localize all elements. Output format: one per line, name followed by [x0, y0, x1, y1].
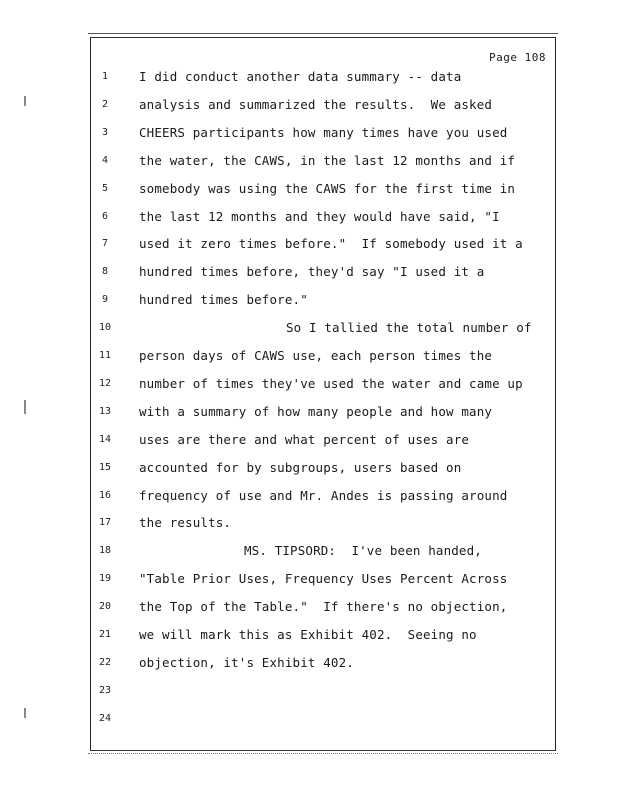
line-number: 4: [101, 154, 109, 166]
line-number: 7: [101, 238, 109, 250]
transcript-line: the Top of the Table." If there's no objection,: [139, 599, 508, 615]
transcript-line: the water, the CAWS, in the last 12 months and if: [139, 152, 516, 168]
margin-mark: [24, 96, 26, 106]
margin-mark: [24, 708, 26, 718]
line-number: 11: [98, 350, 112, 361]
line-number: 22: [98, 656, 112, 668]
margin-mark: [24, 400, 26, 414]
transcript-line: frequency of use and Mr. Andes is passing around: [139, 487, 508, 503]
transcript-line: CHEERS participants how many times have you used: [139, 124, 508, 140]
line-number: 20: [98, 601, 112, 613]
bottom-rule: [88, 753, 558, 754]
line-number: 21: [98, 629, 112, 640]
line-number: 23: [98, 684, 112, 696]
line-number: 6: [101, 210, 109, 222]
line-number: 19: [98, 573, 112, 585]
line-number: 3: [101, 126, 109, 138]
line-number: 15: [98, 461, 112, 473]
page-number: Page 108: [489, 51, 546, 64]
line-number: 12: [98, 377, 112, 389]
transcript-line: So I tallied the total number of: [286, 320, 532, 336]
transcript-page-frame: [90, 37, 556, 751]
transcript-line: MS. TIPSORD: I've been handed,: [244, 543, 482, 559]
transcript-line: person days of CAWS use, each person times the: [139, 348, 493, 363]
line-number: 9: [101, 294, 109, 306]
transcript-line: accounted for by subgroups, users based on: [139, 459, 462, 475]
transcript-line: hundred times before, they'd say "I used it a: [139, 264, 485, 280]
transcript-line: with a summary of how many people and how many: [139, 403, 493, 419]
transcript-line: we will mark this as Exhibit 402. Seeing no: [139, 627, 477, 642]
transcript-line: uses are there and what percent of uses are: [139, 431, 470, 447]
transcript-line: number of times they've used the water and came up: [139, 375, 523, 391]
line-number: 24: [98, 712, 112, 724]
line-number: 5: [101, 182, 109, 194]
line-number: 18: [98, 545, 112, 557]
transcript-line: the last 12 months and they would have said, "I: [139, 208, 500, 224]
line-number: 13: [98, 405, 112, 417]
line-number: 16: [98, 489, 112, 501]
transcript-line: used it zero times before." If somebody used it a: [139, 236, 523, 252]
line-number: 1: [101, 71, 109, 82]
transcript-line: analysis and summarized the results. We asked: [139, 96, 493, 112]
transcript-line: the results.: [139, 515, 232, 531]
line-number: 10: [98, 322, 112, 334]
line-number: 14: [98, 433, 112, 445]
transcript-line: objection, it's Exhibit 402.: [139, 654, 354, 670]
line-number: 17: [98, 517, 112, 529]
transcript-line: somebody was using the CAWS for the first time in: [139, 180, 516, 196]
line-number: 2: [101, 98, 109, 110]
transcript-line: hundred times before.": [139, 292, 308, 308]
transcript-line: I did conduct another data summary -- data: [139, 69, 462, 84]
top-rule: [88, 33, 558, 34]
line-number: 8: [101, 266, 109, 278]
transcript-line: "Table Prior Uses, Frequency Uses Percent Across: [139, 571, 508, 587]
